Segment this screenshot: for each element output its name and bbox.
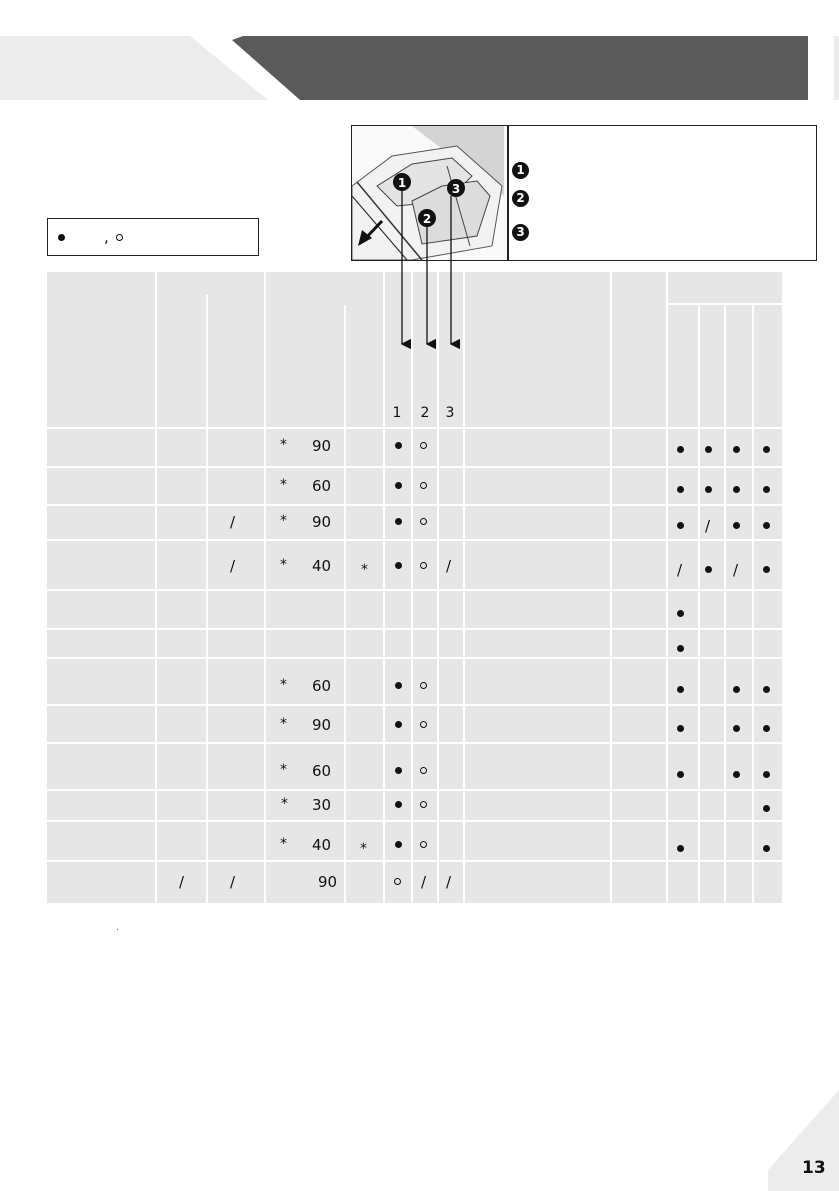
- temperature-value: 90: [318, 873, 338, 891]
- dot-icon: [763, 771, 770, 778]
- temperature-value: 90: [312, 513, 332, 531]
- ring-icon: [420, 767, 427, 774]
- svg-text:3: 3: [451, 182, 461, 196]
- ring-icon: [420, 562, 427, 569]
- dot-icon: [705, 446, 712, 453]
- slash-mark: /: [446, 557, 452, 575]
- slash-mark: /: [446, 873, 452, 891]
- slash-mark: /: [733, 561, 739, 579]
- star-mark: *: [360, 841, 367, 857]
- dot-icon: [763, 522, 770, 529]
- temperature-value: 30: [312, 796, 332, 814]
- dot-icon: [677, 725, 684, 732]
- dot-icon: [763, 725, 770, 732]
- temperature-value: 60: [312, 762, 332, 780]
- footnote-mark: [117, 929, 118, 930]
- ring-icon: [420, 801, 427, 808]
- dot-icon: [677, 486, 684, 493]
- slash-mark: /: [230, 873, 236, 891]
- ring-icon: [394, 878, 401, 885]
- temperature-value: 90: [312, 716, 332, 734]
- star-mark: *: [280, 677, 287, 693]
- dot-icon: [733, 771, 740, 778]
- dot-icon: [395, 482, 402, 489]
- ring-icon: [420, 841, 427, 848]
- legend-separator: ,: [104, 228, 109, 246]
- ring-icon: [420, 482, 427, 489]
- compartment-1-label: 1: [392, 405, 402, 421]
- dot-icon: [705, 486, 712, 493]
- star-mark: *: [280, 437, 287, 453]
- dot-icon: [763, 805, 770, 812]
- dot-icon: [733, 522, 740, 529]
- star-mark: *: [280, 513, 287, 529]
- compartment-arrows: [0, 0, 839, 360]
- dot-icon: [395, 562, 402, 569]
- slash-mark: /: [230, 513, 236, 531]
- page-corner: [760, 1090, 839, 1191]
- dot-icon: [763, 566, 770, 573]
- temperature-value: 90: [312, 437, 332, 455]
- dot-icon: [763, 446, 770, 453]
- slash-mark: /: [705, 517, 711, 535]
- dot-icon: [733, 686, 740, 693]
- dot-icon: [677, 610, 684, 617]
- dot-icon: [677, 446, 684, 453]
- dot-icon: [395, 767, 402, 774]
- star-mark: *: [280, 762, 287, 778]
- dot-icon: [677, 771, 684, 778]
- temperature-value: 40: [312, 836, 332, 854]
- dot-icon: [395, 682, 402, 689]
- compartment-3-label: 3: [445, 405, 455, 421]
- dot-icon: [395, 841, 402, 848]
- svg-text:2: 2: [422, 212, 432, 226]
- ring-icon: [420, 518, 427, 525]
- slash-mark: /: [677, 561, 683, 579]
- star-mark: *: [280, 836, 287, 852]
- dot-icon: [733, 486, 740, 493]
- dot-icon: [677, 686, 684, 693]
- callout-3-icon: 3: [512, 224, 529, 241]
- star-mark: *: [280, 477, 287, 493]
- dot-icon: [395, 518, 402, 525]
- star-mark: *: [281, 796, 288, 812]
- ring-icon: [420, 682, 427, 689]
- dot-icon: [677, 645, 684, 652]
- dot-icon: [395, 442, 402, 449]
- callout-2-icon: 2: [512, 190, 529, 207]
- dot-icon: [395, 801, 402, 808]
- dot-icon: [733, 446, 740, 453]
- ring-icon: [420, 721, 427, 728]
- dot-icon: [395, 721, 402, 728]
- slash-mark: /: [179, 873, 185, 891]
- slash-mark: /: [421, 873, 427, 891]
- slash-mark: /: [230, 557, 236, 575]
- dot-icon: [763, 686, 770, 693]
- star-mark: *: [280, 716, 287, 732]
- dot-icon: [677, 845, 684, 852]
- dot-icon: [763, 486, 770, 493]
- temperature-value: 40: [312, 557, 332, 575]
- callout-1-icon: 1: [512, 162, 529, 179]
- dot-icon: [705, 566, 712, 573]
- star-mark: *: [361, 562, 368, 578]
- ring-icon: [420, 442, 427, 449]
- page-number: 13: [802, 1158, 826, 1178]
- star-mark: *: [280, 557, 287, 573]
- dot-icon: [733, 725, 740, 732]
- svg-text:1: 1: [397, 176, 407, 190]
- compartment-2-label: 2: [420, 405, 430, 421]
- dot-icon: [763, 845, 770, 852]
- dot-icon: [677, 522, 684, 529]
- temperature-value: 60: [312, 477, 332, 495]
- temperature-value: 60: [312, 677, 332, 695]
